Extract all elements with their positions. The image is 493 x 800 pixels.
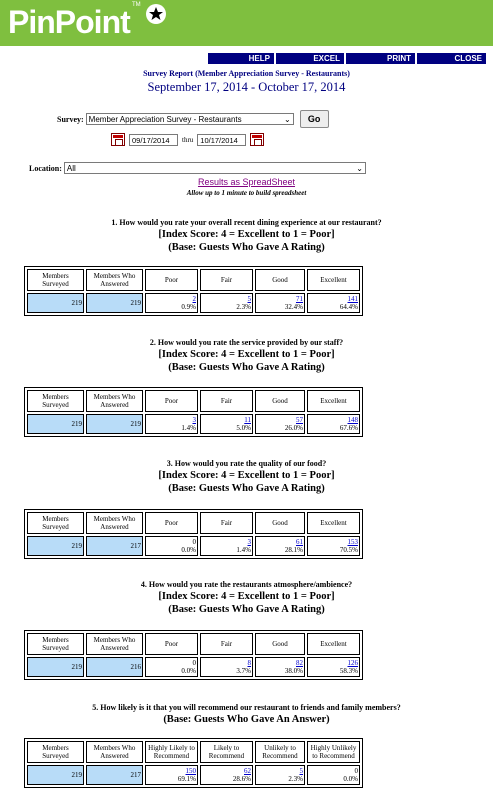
members-surveyed-cell: 219 <box>27 414 84 434</box>
response-count[interactable]: 3 <box>192 416 196 424</box>
response-count[interactable]: 148 <box>347 416 358 424</box>
response-cell <box>307 414 360 434</box>
response-cell <box>200 293 253 313</box>
response-cell <box>145 414 198 434</box>
response-cell <box>200 765 253 785</box>
pinpoint-logo: PinPoint <box>8 4 130 40</box>
column-header: Good <box>255 633 305 655</box>
response-count[interactable]: 61 <box>296 538 303 546</box>
table-header-row <box>27 390 360 412</box>
question-block <box>0 703 493 725</box>
location-row <box>29 162 366 174</box>
column-header: Good <box>255 512 305 534</box>
column-header: Excellent <box>307 269 360 291</box>
response-percent: 38.0% <box>284 667 303 675</box>
column-header: Good <box>255 390 305 412</box>
results-table <box>24 387 363 437</box>
column-header: Members Who Answered <box>86 741 143 763</box>
response-cell <box>307 765 360 785</box>
members-answered-cell: 216 <box>86 657 143 677</box>
response-count[interactable]: 3 <box>247 538 251 546</box>
response-percent: 28.1% <box>284 546 303 554</box>
table-row <box>27 293 360 313</box>
response-percent: 0.9% <box>181 303 196 311</box>
question-block <box>0 338 493 373</box>
column-header: Poor <box>145 269 198 291</box>
column-header: Excellent <box>307 512 360 534</box>
column-header: Poor <box>145 633 198 655</box>
column-header: Excellent <box>307 390 360 412</box>
response-cell <box>255 414 305 434</box>
column-header: Fair <box>200 512 253 534</box>
response-percent: 0.0% <box>343 775 358 783</box>
response-count[interactable]: 153 <box>347 538 358 546</box>
response-cell <box>145 657 198 677</box>
table-row <box>27 536 360 556</box>
response-count[interactable]: 141 <box>347 295 358 303</box>
response-count[interactable]: 150 <box>185 767 196 775</box>
response-percent: 67.6% <box>339 424 358 432</box>
column-header: Members Surveyed <box>27 269 84 291</box>
end-date-field[interactable]: 10/17/2014 <box>197 134 246 146</box>
response-count[interactable]: 57 <box>296 416 303 424</box>
table-row <box>27 765 360 785</box>
response-percent: 0.0% <box>181 546 196 554</box>
response-cell <box>255 536 305 556</box>
index-score-text: [Index Score: 4 = Excellent to 1 = Poor] <box>158 229 335 240</box>
response-percent: 5.0% <box>236 424 251 432</box>
response-percent: 70.5% <box>339 546 358 554</box>
column-header: Members Surveyed <box>27 741 84 763</box>
table-header-row <box>27 741 360 763</box>
response-cell <box>200 657 253 677</box>
response-percent: 2.3% <box>236 303 251 311</box>
response-percent: 3.7% <box>236 667 251 675</box>
start-date-field[interactable]: 09/17/2014 <box>129 134 178 146</box>
column-header: Highly Likely to Recommend <box>145 741 198 763</box>
column-header: Poor <box>145 512 198 534</box>
response-count[interactable]: 5 <box>247 295 251 303</box>
print-button[interactable]: PRINT <box>346 53 415 64</box>
results-table <box>24 630 363 680</box>
chevron-down-icon: ⌄ <box>283 115 291 124</box>
location-select[interactable]: All ⌄ <box>64 162 366 174</box>
response-count[interactable]: 62 <box>244 767 251 775</box>
survey-label: Survey: <box>57 114 84 124</box>
response-count[interactable]: 71 <box>296 295 303 303</box>
response-count[interactable]: 11 <box>244 416 251 424</box>
members-answered-cell: 217 <box>86 765 143 785</box>
base-text: (Base: Guests Who Gave A Rating) <box>168 604 325 615</box>
index-score-text: [Index Score: 4 = Excellent to 1 = Poor] <box>158 591 335 602</box>
column-header: Members Who Answered <box>86 512 143 534</box>
members-surveyed-cell: 219 <box>27 536 84 556</box>
go-button[interactable]: Go <box>300 110 329 128</box>
calendar-icon[interactable] <box>250 133 264 146</box>
table-header-row <box>27 512 360 534</box>
response-cell <box>307 293 360 313</box>
response-percent: 32.4% <box>284 303 303 311</box>
results-table <box>24 738 363 788</box>
members-answered-cell: 217 <box>86 536 143 556</box>
top-nav <box>208 53 486 64</box>
members-answered-cell: 219 <box>86 414 143 434</box>
column-header: Likely to Recommend <box>200 741 253 763</box>
column-header: Unlikely to Recommend <box>255 741 305 763</box>
thru-label: thru <box>182 135 194 144</box>
location-label: Location: <box>29 163 62 173</box>
response-cell <box>255 293 305 313</box>
index-score-text: [Index Score: 4 = Excellent to 1 = Poor] <box>158 470 335 481</box>
response-count: 0 <box>192 659 196 667</box>
column-header: Fair <box>200 390 253 412</box>
calendar-icon[interactable] <box>111 133 125 146</box>
question-text: 4. How would you rate the restaurants atmosphere/ambience? <box>140 580 353 589</box>
response-cell <box>145 765 198 785</box>
response-percent: 1.4% <box>236 546 251 554</box>
members-surveyed-cell: 219 <box>27 293 84 313</box>
response-cell <box>307 536 360 556</box>
members-surveyed-cell: 219 <box>27 657 84 677</box>
response-count[interactable]: 126 <box>347 659 358 667</box>
question-text: 5. How likely is it that you will recommend our restaurant to friends and family members? <box>92 703 401 712</box>
table-header-row <box>27 633 360 655</box>
response-percent: 26.0% <box>284 424 303 432</box>
header-bar <box>0 0 493 46</box>
table-header-row <box>27 269 360 291</box>
spreadsheet-note: Allow up to 1 minute to build spreadsheet <box>186 189 307 197</box>
question-block <box>0 580 493 615</box>
response-percent: 64.4% <box>339 303 358 311</box>
chevron-down-icon: ⌄ <box>356 164 363 173</box>
response-percent: 28.6% <box>232 775 251 783</box>
column-header: Poor <box>145 390 198 412</box>
response-count[interactable]: 82 <box>296 659 303 667</box>
column-header: Members Surveyed <box>27 512 84 534</box>
question-text: 3. How would you rate the quality of our food? <box>166 459 327 468</box>
response-count[interactable]: 8 <box>247 659 251 667</box>
table-row <box>27 657 360 677</box>
response-count[interactable]: 2 <box>192 295 196 303</box>
base-text: (Base: Guests Who Gave A Rating) <box>168 362 325 373</box>
survey-row <box>57 110 329 128</box>
results-table <box>24 509 363 559</box>
close-button[interactable]: CLOSE <box>417 53 486 64</box>
response-count: 0 <box>192 538 196 546</box>
response-cell <box>307 657 360 677</box>
column-header: Members Who Answered <box>86 269 143 291</box>
response-cell <box>145 293 198 313</box>
base-text: (Base: Guests Who Gave An Answer) <box>163 714 330 725</box>
question-text: 2. How would you rate the service provided by our staff? <box>149 338 344 347</box>
members-answered-cell: 219 <box>86 293 143 313</box>
column-header: Members Surveyed <box>27 390 84 412</box>
question-block <box>0 459 493 494</box>
response-cell <box>255 765 305 785</box>
question-block <box>0 218 493 253</box>
trademark-mark: TM <box>132 2 141 8</box>
star-icon <box>146 4 166 24</box>
column-header: Fair <box>200 633 253 655</box>
response-percent: 58.3% <box>339 667 358 675</box>
spreadsheet-link[interactable]: Results as SpreadSheet <box>197 177 296 187</box>
help-button[interactable]: HELP <box>208 53 274 64</box>
response-percent: 1.4% <box>181 424 196 432</box>
column-header: Excellent <box>307 633 360 655</box>
response-percent: 2.3% <box>288 775 303 783</box>
response-cell <box>145 536 198 556</box>
base-text: (Base: Guests Who Gave A Rating) <box>168 242 325 253</box>
response-cell <box>200 414 253 434</box>
response-cell <box>200 536 253 556</box>
base-text: (Base: Guests Who Gave A Rating) <box>168 483 325 494</box>
response-count: 0 <box>354 767 358 775</box>
response-cell <box>255 657 305 677</box>
question-text: 1. How would you rate your overall recent dining experience at our restaurant? <box>111 218 382 227</box>
column-header: Members Who Answered <box>86 633 143 655</box>
date-range-row <box>111 133 264 146</box>
table-row <box>27 414 360 434</box>
date-range-heading: September 17, 2014 - October 17, 2014 <box>147 80 346 94</box>
column-header: Good <box>255 269 305 291</box>
response-count[interactable]: 5 <box>299 767 303 775</box>
column-header: Members Who Answered <box>86 390 143 412</box>
column-header: Highly Unlikely to Recommend <box>307 741 360 763</box>
index-score-text: [Index Score: 4 = Excellent to 1 = Poor] <box>158 349 335 360</box>
report-title: Survey Report (Member Appreciation Survey - Restaurants) <box>143 69 350 78</box>
response-percent: 69.1% <box>177 775 196 783</box>
column-header: Fair <box>200 269 253 291</box>
excel-button[interactable]: EXCEL <box>276 53 344 64</box>
members-surveyed-cell: 219 <box>27 765 84 785</box>
response-percent: 0.0% <box>181 667 196 675</box>
results-table <box>24 266 363 316</box>
survey-select[interactable]: Member Appreciation Survey - Restaurants ⌄ <box>86 113 294 125</box>
column-header: Members Surveyed <box>27 633 84 655</box>
